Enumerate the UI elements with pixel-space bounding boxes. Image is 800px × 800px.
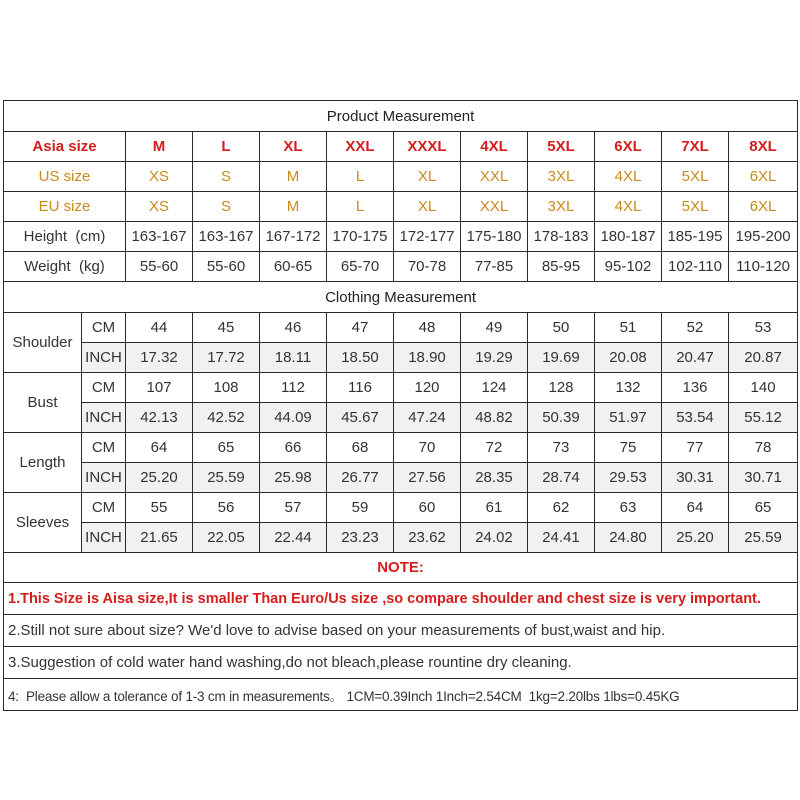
table-cell: 59: [327, 493, 394, 523]
table-cell: 6XL: [729, 162, 798, 192]
table-cell: 42.13: [126, 403, 193, 433]
table-cell: 85-95: [528, 252, 595, 282]
size-chart: [3, 100, 796, 711]
table-cell: XXL: [461, 162, 528, 192]
table-cell: XXL: [461, 192, 528, 222]
table-cell: 163-167: [193, 222, 260, 252]
table-cell: 167-172: [260, 222, 327, 252]
table-cell: 51.97: [595, 403, 662, 433]
table-cell: 3XL: [528, 192, 595, 222]
table-cell: 56: [193, 493, 260, 523]
table-cell: 28.35: [461, 463, 528, 493]
table-cell: 18.11: [260, 343, 327, 373]
table-cell: 20.47: [662, 343, 729, 373]
us-size-label: US size: [4, 162, 126, 192]
table-cell: XS: [126, 162, 193, 192]
note-item-1: 1.This Size is Aisa size,It is smaller Than Euro/Us size ,so compare shoulder and chest size is very important.: [4, 583, 798, 615]
table-cell: 77-85: [461, 252, 528, 282]
clothing-measurement-title: Clothing Measurement: [4, 282, 798, 313]
table-cell: 24.80: [595, 523, 662, 553]
table-cell: 66: [260, 433, 327, 463]
table-cell: XL: [394, 162, 461, 192]
table-cell: 5XL: [528, 132, 595, 162]
table-cell: 63: [595, 493, 662, 523]
table-cell: 107: [126, 373, 193, 403]
table-cell: 65: [193, 433, 260, 463]
weight-label: Weight (kg): [4, 252, 126, 282]
table-cell: 30.71: [729, 463, 798, 493]
table-cell: 73: [528, 433, 595, 463]
shoulder-label: Shoulder: [4, 313, 82, 373]
table-cell: 7XL: [662, 132, 729, 162]
table-cell: 53.54: [662, 403, 729, 433]
table-cell: 65-70: [327, 252, 394, 282]
table-cell: 78: [729, 433, 798, 463]
table-cell: 55-60: [126, 252, 193, 282]
table-cell: XXL: [327, 132, 394, 162]
table-cell: 44: [126, 313, 193, 343]
table-cell: 172-177: [394, 222, 461, 252]
table-cell: 70-78: [394, 252, 461, 282]
table-cell: 195-200: [729, 222, 798, 252]
table-cell: 25.20: [662, 523, 729, 553]
height-row: [4, 222, 798, 252]
us-size-row: [4, 162, 798, 192]
table-cell: M: [260, 162, 327, 192]
table-cell: 49: [461, 313, 528, 343]
length-inch-row: [4, 463, 798, 493]
table-cell: 6XL: [595, 132, 662, 162]
weight-row: [4, 252, 798, 282]
table-cell: 8XL: [729, 132, 798, 162]
table-cell: 77: [662, 433, 729, 463]
table-cell: 45: [193, 313, 260, 343]
note-row: [4, 647, 798, 679]
table-cell: 22.44: [260, 523, 327, 553]
table-cell: L: [193, 132, 260, 162]
table-cell: 68: [327, 433, 394, 463]
table-cell: S: [193, 162, 260, 192]
table-cell: 25.20: [126, 463, 193, 493]
table-cell: 21.65: [126, 523, 193, 553]
table-cell: 20.08: [595, 343, 662, 373]
table-cell: 20.87: [729, 343, 798, 373]
table-cell: 116: [327, 373, 394, 403]
table-cell: 120: [394, 373, 461, 403]
table-cell: 48.82: [461, 403, 528, 433]
table-cell: 50.39: [528, 403, 595, 433]
table-cell: 18.50: [327, 343, 394, 373]
note-row: [4, 679, 798, 711]
table-cell: 25.59: [193, 463, 260, 493]
length-cm-row: [4, 433, 798, 463]
table-cell: 185-195: [662, 222, 729, 252]
table-cell: 132: [595, 373, 662, 403]
table-cell: 60: [394, 493, 461, 523]
unit-cm-label: CM: [82, 313, 126, 343]
table-cell: 140: [729, 373, 798, 403]
shoulder-cm-row: [4, 313, 798, 343]
table-cell: 27.56: [394, 463, 461, 493]
table-cell: 57: [260, 493, 327, 523]
table-cell: 53: [729, 313, 798, 343]
table-cell: L: [327, 192, 394, 222]
table-cell: 52: [662, 313, 729, 343]
table-cell: 5XL: [662, 162, 729, 192]
table-cell: 26.77: [327, 463, 394, 493]
table-cell: 136: [662, 373, 729, 403]
table-cell: 51: [595, 313, 662, 343]
unit-inch-label: INCH: [82, 343, 126, 373]
bust-inch-row: [4, 403, 798, 433]
product-measurement-title: Product Measurement: [4, 101, 798, 132]
note-row: [4, 615, 798, 647]
table-cell: 75: [595, 433, 662, 463]
unit-inch-label: INCH: [82, 463, 126, 493]
table-cell: 64: [662, 493, 729, 523]
table-cell: 6XL: [729, 192, 798, 222]
table-cell: 4XL: [595, 162, 662, 192]
size-table: [3, 100, 798, 711]
table-cell: 170-175: [327, 222, 394, 252]
table-cell: 44.09: [260, 403, 327, 433]
table-cell: 17.32: [126, 343, 193, 373]
table-cell: 128: [528, 373, 595, 403]
sleeves-label: Sleeves: [4, 493, 82, 553]
table-cell: 24.41: [528, 523, 595, 553]
note-item-4: 4: Please allow a tolerance of 1-3 cm in measurements。 1CM=0.39Inch 1Inch=2.54CM 1kg=2.20lbs 1lbs=0.45KG: [4, 679, 798, 711]
table-cell: 5XL: [662, 192, 729, 222]
table-cell: 60-65: [260, 252, 327, 282]
table-cell: 25.98: [260, 463, 327, 493]
table-cell: 22.05: [193, 523, 260, 553]
table-cell: 108: [193, 373, 260, 403]
table-cell: 65: [729, 493, 798, 523]
unit-cm-label: CM: [82, 433, 126, 463]
sleeves-inch-row: [4, 523, 798, 553]
table-cell: XXXL: [394, 132, 461, 162]
table-cell: 17.72: [193, 343, 260, 373]
table-cell: L: [327, 162, 394, 192]
table-cell: 25.59: [729, 523, 798, 553]
table-cell: 55: [126, 493, 193, 523]
table-cell: M: [260, 192, 327, 222]
table-cell: 24.02: [461, 523, 528, 553]
table-cell: 55.12: [729, 403, 798, 433]
table-cell: S: [193, 192, 260, 222]
asia-size-label: Asia size: [4, 132, 126, 162]
length-label: Length: [4, 433, 82, 493]
table-cell: 42.52: [193, 403, 260, 433]
table-cell: 23.62: [394, 523, 461, 553]
table-cell: 61: [461, 493, 528, 523]
table-cell: 180-187: [595, 222, 662, 252]
table-cell: 55-60: [193, 252, 260, 282]
sleeves-cm-row: [4, 493, 798, 523]
table-cell: 47.24: [394, 403, 461, 433]
asia-size-row: [4, 132, 798, 162]
table-cell: 23.23: [327, 523, 394, 553]
product-measurement-title-row: [4, 101, 798, 132]
table-cell: 18.90: [394, 343, 461, 373]
note-row: [4, 583, 798, 615]
unit-inch-label: INCH: [82, 403, 126, 433]
table-cell: 102-110: [662, 252, 729, 282]
table-cell: 30.31: [662, 463, 729, 493]
unit-cm-label: CM: [82, 373, 126, 403]
note-item-3: 3.Suggestion of cold water hand washing,do not bleach,please rountine dry cleaning.: [4, 647, 798, 679]
eu-size-row: [4, 192, 798, 222]
table-cell: 95-102: [595, 252, 662, 282]
shoulder-inch-row: [4, 343, 798, 373]
eu-size-label: EU size: [4, 192, 126, 222]
table-cell: 110-120: [729, 252, 798, 282]
table-cell: M: [126, 132, 193, 162]
table-cell: 19.29: [461, 343, 528, 373]
unit-inch-label: INCH: [82, 523, 126, 553]
table-cell: 124: [461, 373, 528, 403]
height-label: Height (cm): [4, 222, 126, 252]
bust-label: Bust: [4, 373, 82, 433]
table-cell: 64: [126, 433, 193, 463]
table-cell: 178-183: [528, 222, 595, 252]
unit-cm-label: CM: [82, 493, 126, 523]
table-cell: 48: [394, 313, 461, 343]
table-cell: XS: [126, 192, 193, 222]
table-cell: 46: [260, 313, 327, 343]
table-cell: 112: [260, 373, 327, 403]
table-cell: 72: [461, 433, 528, 463]
bust-cm-row: [4, 373, 798, 403]
table-cell: 47: [327, 313, 394, 343]
table-cell: 19.69: [528, 343, 595, 373]
table-cell: XL: [394, 192, 461, 222]
table-cell: XL: [260, 132, 327, 162]
table-cell: 45.67: [327, 403, 394, 433]
table-cell: 50: [528, 313, 595, 343]
table-cell: 175-180: [461, 222, 528, 252]
note-heading: NOTE:: [4, 553, 798, 583]
table-cell: 4XL: [461, 132, 528, 162]
note-item-2: 2.Still not sure about size? We'd love to advise based on your measurements of bust,waist and hip.: [4, 615, 798, 647]
table-cell: 29.53: [595, 463, 662, 493]
table-cell: 4XL: [595, 192, 662, 222]
table-cell: 28.74: [528, 463, 595, 493]
note-heading-row: [4, 553, 798, 583]
table-cell: 62: [528, 493, 595, 523]
clothing-measurement-title-row: [4, 282, 798, 313]
table-cell: 163-167: [126, 222, 193, 252]
table-cell: 3XL: [528, 162, 595, 192]
table-cell: 70: [394, 433, 461, 463]
